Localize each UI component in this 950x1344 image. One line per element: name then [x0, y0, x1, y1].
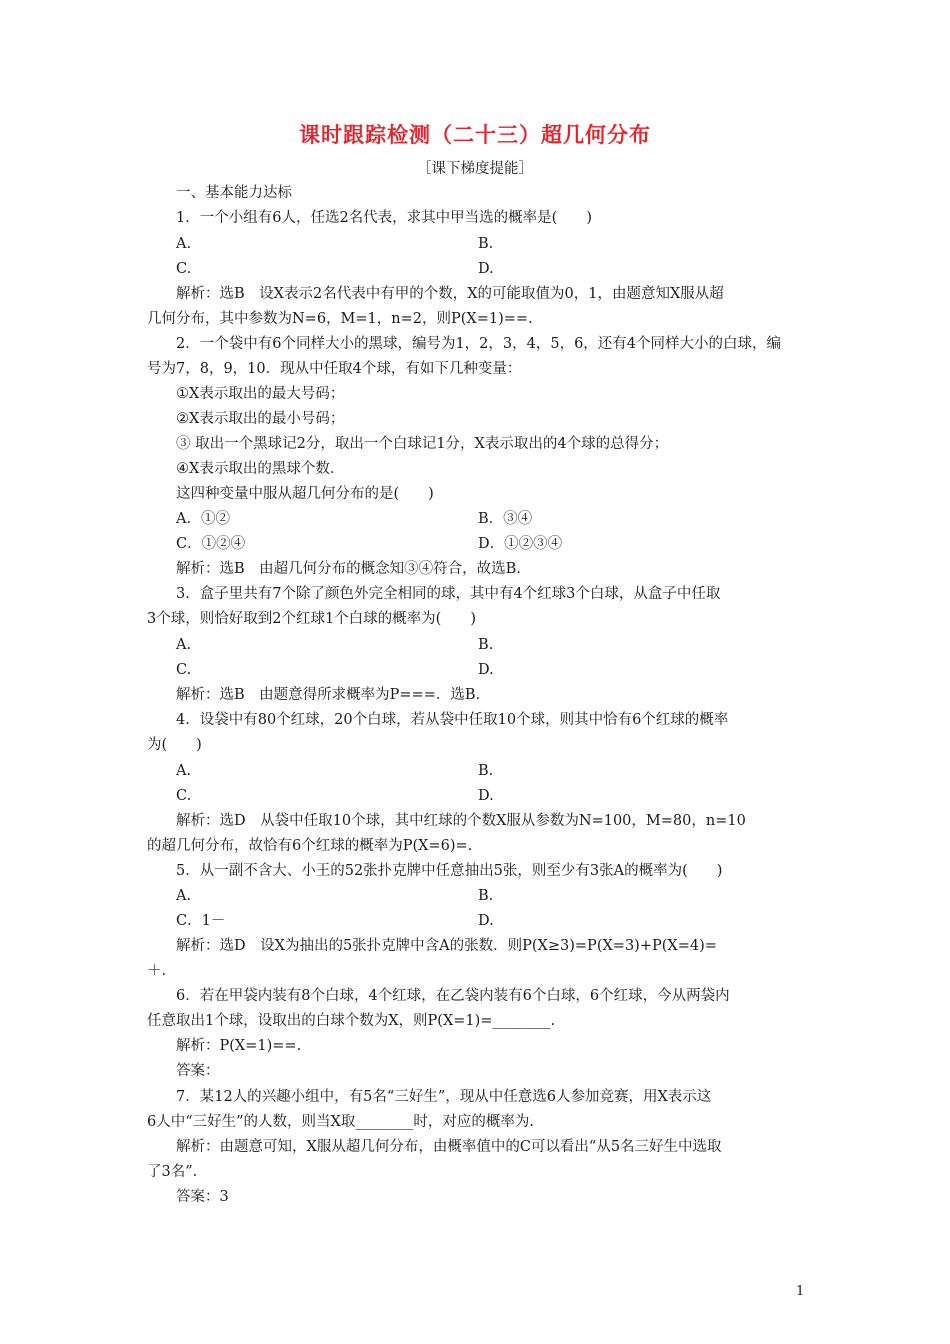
- text-line: ④X表示取出的黑球个数．: [176, 461, 345, 477]
- option-c: C.: [176, 662, 192, 678]
- text-line: 解析：选B 由题意得所求概率为P===．选B.: [176, 687, 481, 703]
- option-d: D．①②③④: [478, 536, 563, 552]
- text-line: 解析：选D 设X为抽出的5张扑克牌中含A的张数．则P(X≥3)=P(X=3)+P(X=4)=: [176, 938, 717, 954]
- option-a: A.: [176, 888, 192, 904]
- option-c: C．1－: [176, 913, 226, 929]
- text-line: 这四种变量中服从超几何分布的是( ): [176, 486, 434, 502]
- text-line: 解析：由题意可知，X服从超几何分布，由概率值中的C可以看出“从5名三好生中选取: [176, 1139, 722, 1155]
- option-a: A．①②: [176, 511, 230, 527]
- text-line: 解析：P(X=1)==.: [176, 1038, 302, 1054]
- answer-line: 答案：: [176, 1063, 220, 1079]
- option-d: D.: [478, 788, 494, 804]
- option-d: D.: [478, 261, 494, 277]
- text-line: 解析：选B 设X表示2名代表中有甲的个数，X的可能取值为0，1，由题意知X服从超: [176, 286, 724, 302]
- text-line: 7．某12人的兴趣小组中，有5名“三好生”，现从中任意选6人参加竞赛，用X表示这: [176, 1089, 712, 1105]
- text-line: ①X表示取出的最大号码；: [176, 386, 345, 402]
- option-d: D.: [478, 913, 494, 929]
- page-number: 1: [796, 1284, 805, 1299]
- option-a: A.: [176, 236, 192, 252]
- text-line: 6人中“三好生”的人数，则当X取________时，对应的概率为.: [147, 1114, 534, 1130]
- option-b: B.: [478, 888, 494, 904]
- text-line: 3个球，则恰好取到2个红球1个白球的概率为( ): [147, 611, 476, 627]
- text-line: ②X表示取出的最小号码；: [176, 411, 345, 427]
- option-a: A.: [176, 637, 192, 653]
- text-line: 解析：选B 由超几何分布的概念知③④符合，故选B.: [176, 561, 521, 577]
- text-line: 了3名”.: [147, 1164, 198, 1180]
- answer-line: 答案：3: [176, 1189, 229, 1205]
- text-line: 的超几何分布，故恰有6个红球的概率为P(X=6)=.: [147, 838, 473, 854]
- option-a: A.: [176, 763, 192, 779]
- page-subtitle: ［课下梯度提能］: [417, 161, 533, 177]
- option-b: B.: [478, 763, 494, 779]
- text-line: 4．设袋中有80个红球，20个白球，若从袋中任取10个球，则其中恰有6个红球的概率: [176, 712, 729, 728]
- text-line: 号为7，8，9，10．现从中任取4个球，有如下几种变量：: [147, 361, 522, 377]
- option-c: C.: [176, 788, 192, 804]
- option-d: D.: [478, 662, 494, 678]
- text-line: 2．一个袋中有6个同样大小的黑球，编号为1，2，3，4，5，6，还有4个同样大小的白球，编: [176, 336, 782, 352]
- section-heading: 一、基本能力达标: [176, 185, 292, 201]
- text-line: 解析：选D 从袋中任取10个球，其中红球的个数X服从参数为N=100，M=80，n=10: [176, 813, 746, 829]
- option-b: B.: [478, 637, 494, 653]
- text-line: 几何分布，其中参数为N=6，M=1，n=2，则P(X=1)==.: [147, 311, 533, 327]
- text-line: ③ 取出一个黑球记2分，取出一个白球记1分，X表示取出的4个球的总得分；: [176, 436, 669, 452]
- option-b: B．③④: [478, 511, 533, 527]
- text-line: 3．盒子里共有7个除了颜色外完全相同的球，其中有4个红球3个白球，从盒子中任取: [176, 586, 721, 602]
- page-title: 课时跟踪检测（二十三）超几何分布: [299, 123, 651, 147]
- option-c: C．①②④: [176, 536, 246, 552]
- text-line: 6．若在甲袋内装有8个白球，4个红球，在乙袋内装有6个白球，6个红球，今从两袋内: [176, 988, 730, 1004]
- text-line: 为( ): [147, 737, 202, 753]
- text-line: ＋.: [147, 963, 167, 979]
- option-c: C.: [176, 261, 192, 277]
- option-b: B.: [478, 236, 494, 252]
- text-line: 任意取出1个球，设取出的白球个数为X，则P(X=1)=________.: [147, 1013, 556, 1029]
- text-line: 1．一个小组有6人，任选2名代表，求其中甲当选的概率是( ): [176, 210, 592, 226]
- text-line: 5．从一副不含大、小王的52张扑克牌中任意抽出5张，则至少有3张A的概率为( ): [176, 863, 723, 879]
